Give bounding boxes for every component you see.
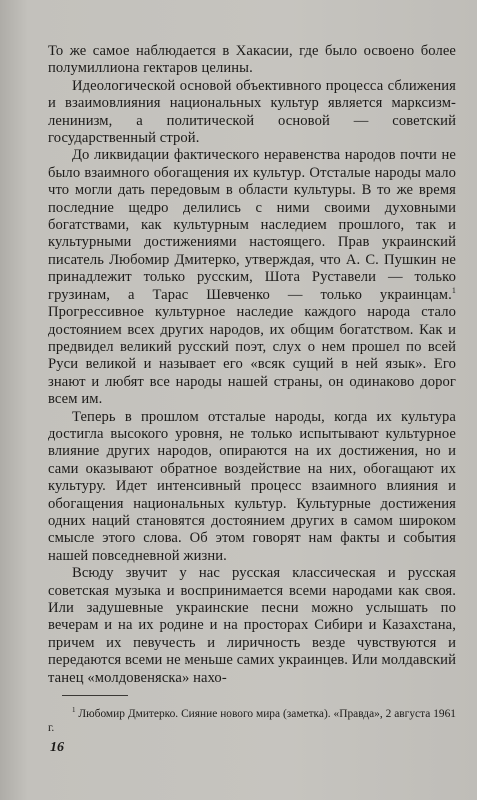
body-text <box>48 43 456 687</box>
paragraph-inequality <box>48 147 456 408</box>
paragraph-inequality-part1: До ликвидации фактического неравенства народов почти не было взаимного обогащения их культур. Отсталые народы мало что могли дать передовым в области культуры. В то же время последние щедро делились с ними своими духовными богатствами, как культурным наследием прошлого, так и культурными достижениями настоящего. Прав украинский писатель Любомир Дмитерко, утверждая, что А. С. Пушкин не принадлежит только русским, Шота Руставели — только грузинам, а Тарас Шевченко — только украинцам. <box>48 147 456 303</box>
page-number: 16 <box>50 740 64 755</box>
footnote-separator <box>62 695 128 696</box>
paragraph-hakasia: То же самое наблюдается в Хакасии, где было освоено более полумиллиона гектаров целины. <box>48 43 456 77</box>
footnote-reference-mark: 1 <box>451 285 456 295</box>
footnote-number: 1 <box>72 706 76 715</box>
footnote <box>48 707 456 735</box>
footnote-text: Любомир Дмитерко. Сияние нового мира (заметка). «Правда», 2 августа 1961 г. <box>48 708 456 735</box>
paragraph-inequality-part2: Прогрессивное культурное наследие каждого народа стало достоянием всех других народов, их общим богатством. Как и предвидел великий русский поэт, слух о нем прошел по всей Руси великой и называет его «всяк сущий в ней язык». Его знают и любят все народы нашей страны, он одинаково дорог всем им. <box>48 304 456 408</box>
paragraph-ideology: Идеологической основой объективного процесса сближения и взаимовлияния национальных культур является марксизм-ленинизм, а политической основой — советский государственный строй. <box>48 77 456 147</box>
paragraph-music: Всюду звучит у нас русская классическая и русская советская музыка и воспринимается всеми народами как своя. Или задушевные украинские песни можно услышать по вечерам и на их родине и на просторах Сибири и Казахстана, причем их певучесть и лиричность везде чувствуются и передаются всеми не меньше самих украинцев. Или молдавский танец «молдовеняска» нахо- <box>48 565 456 686</box>
paragraph-mutual-influence: Теперь в прошлом отсталые народы, когда их культура достигла высокого уровня, не только испытывают культурное влияние других народов, опираются на их достижения, но и сами оказывают обратное воздействие на них, обогащают их культуру. Идет интенсивный процесс взаимного влияния и обогащения национальных культур. Культурные достижения одних наций становятся достоянием других в самом широком смысле этого слова. Об этом говорят нам факты и события нашей повседневной жизни. <box>48 408 456 564</box>
